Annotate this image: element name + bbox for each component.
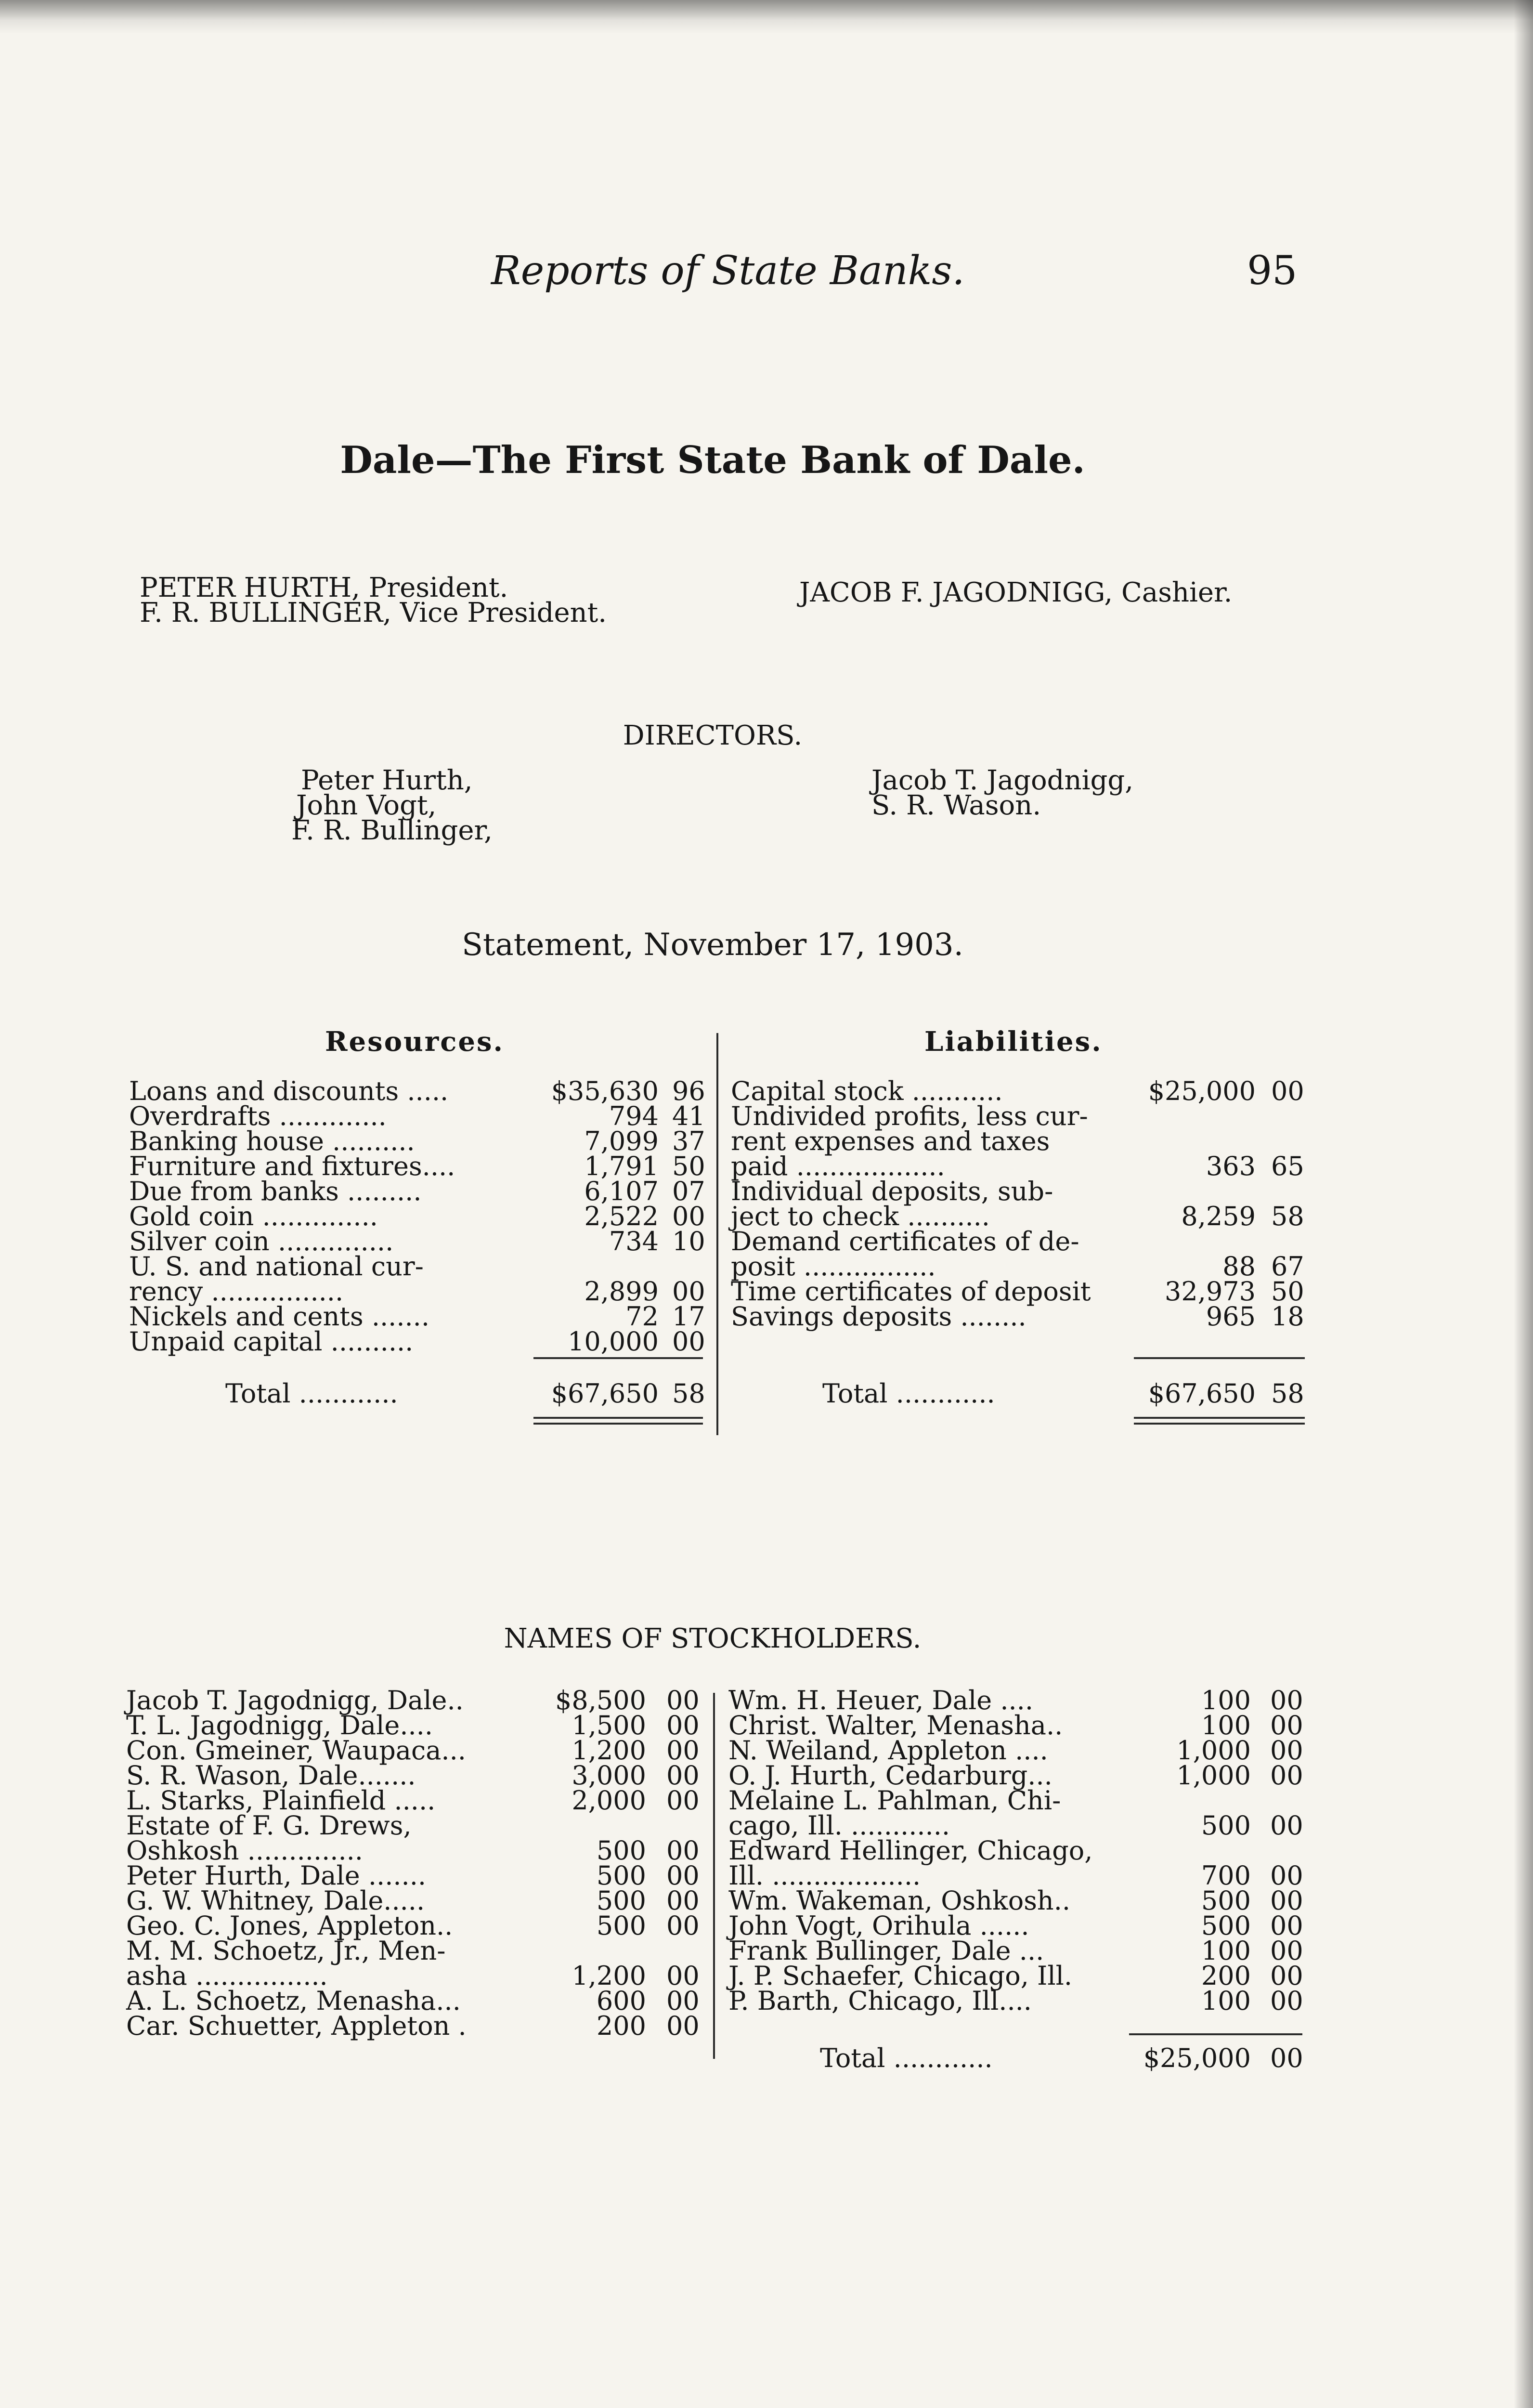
total-double-rule [1134, 1423, 1305, 1425]
row-cents: 10 [672, 1226, 705, 1256]
column-divider [716, 1033, 718, 1435]
stockholder-amount: 1,200 [572, 1961, 646, 1991]
stockholder-cents: 00 [666, 1885, 700, 1916]
row-amount: 1,791 [584, 1151, 659, 1181]
stockholder-name: N. Weiland, Appleton .... [728, 1735, 1048, 1766]
stockholder-name: M. M. Schoetz, Jr., Men- [126, 1936, 446, 1966]
director-name: F. R. Bullinger, [291, 815, 493, 846]
table-row [731, 1151, 1309, 1181]
row-label: rency ................ [129, 1276, 344, 1307]
stockholder-name: John Vogt, Orihula ...... [728, 1911, 1029, 1941]
stockholder-name: Wm. Wakeman, Oshkosh.. [728, 1885, 1071, 1916]
list-item [728, 1963, 1306, 1989]
stockholder-cents: 00 [1270, 1986, 1303, 2016]
row-label: Savings deposits ........ [731, 1301, 1026, 1332]
stockholder-amount: 100 [1201, 1986, 1251, 2016]
total-amount: $67,650 [1148, 1378, 1256, 1409]
list-item [728, 1785, 1306, 1816]
row-cents: 07 [672, 1176, 705, 1206]
running-title: Reports of State Banks. [491, 248, 965, 294]
row-cents: 17 [672, 1301, 705, 1332]
list-item [126, 1911, 704, 1941]
row-amount: 10,000 [568, 1326, 659, 1357]
stockholder-cents: 00 [666, 1911, 700, 1941]
director-name: Peter Hurth, [301, 765, 473, 796]
liabilities-table [731, 1076, 1309, 1332]
list-item [126, 1936, 704, 1966]
row-label: paid .................. [731, 1151, 945, 1181]
row-label: ject to check .......... [731, 1201, 990, 1231]
stockholders-left [126, 1685, 704, 2041]
row-label: Nickels and cents ....... [129, 1301, 430, 1332]
director-name: John Vogt, [296, 790, 437, 821]
row-amount: 794 [609, 1101, 659, 1131]
total-row [731, 1378, 1309, 1409]
officer-cashier: JACOB F. JAGODNIGG, Cashier. [799, 577, 1233, 608]
resources-total [129, 1378, 707, 1409]
row-cents: 50 [1271, 1276, 1304, 1307]
row-label: posit ................ [731, 1251, 936, 1282]
stockholder-amount: 100 [1201, 1710, 1251, 1741]
stockholder-name: L. Starks, Plainfield ..... [126, 1785, 436, 1816]
row-cents: 18 [1271, 1301, 1304, 1332]
stockholder-cents: 00 [1270, 1810, 1303, 1841]
list-item [728, 1986, 1306, 2016]
list-item [728, 1911, 1306, 1941]
stockholders-heading: NAMES OF STOCKHOLDERS. [504, 1623, 922, 1654]
stockholder-amount: 700 [1201, 1860, 1251, 1891]
row-amount: 88 [1222, 1251, 1256, 1282]
stockholder-name: J. P. Schaefer, Chicago, Ill. [728, 1961, 1073, 1991]
stockholder-name: O. J. Hurth, Cedarburg... [728, 1760, 1052, 1791]
total-double-rule [533, 1423, 703, 1425]
officer-vice-president: F. R. BULLINGER, Vice President. [140, 597, 607, 628]
row-label: Banking house .......... [129, 1126, 415, 1156]
stockholder-amount: 1,200 [572, 1735, 646, 1766]
row-label: Silver coin .............. [129, 1226, 394, 1256]
row-amount: 6,107 [584, 1176, 659, 1206]
list-item [126, 1710, 704, 1741]
total-double-rule [1134, 1417, 1305, 1419]
stockholder-name: asha ................ [126, 1961, 328, 1991]
subtotal-rule [1134, 1357, 1305, 1359]
stockholder-cents: 00 [666, 1986, 700, 2016]
row-amount: $25,000 [1148, 1076, 1256, 1106]
stockholder-amount: $8,500 [555, 1685, 646, 1715]
stockholder-cents: 00 [1270, 1936, 1303, 1966]
stockholder-name: Oshkosh .............. [126, 1835, 363, 1866]
stockholder-cents: 00 [1270, 1710, 1303, 1741]
table-row [129, 1101, 707, 1131]
stockholder-amount: 3,000 [572, 1760, 646, 1791]
total-label: Total ............ [822, 1378, 995, 1409]
row-label: Demand certificates of de- [731, 1226, 1079, 1256]
total-rule [1129, 2033, 1302, 2035]
stockholder-name: Christ. Walter, Menasha.. [728, 1710, 1063, 1741]
row-label: Time certificates of deposit [731, 1276, 1091, 1307]
total-row [728, 2043, 1306, 2073]
stockholder-name: Peter Hurth, Dale ....... [126, 1860, 427, 1891]
row-cents: 00 [672, 1201, 705, 1231]
row-amount: 8,259 [1181, 1201, 1256, 1231]
total-amount: $67,650 [551, 1378, 659, 1409]
stockholder-name: Jacob T. Jagodnigg, Dale.. [126, 1685, 464, 1715]
stockholder-amount: 600 [596, 1986, 646, 2016]
row-amount: 32,973 [1165, 1276, 1256, 1307]
total-amount: $25,000 [1143, 2043, 1251, 2073]
stockholder-cents: 00 [1270, 1885, 1303, 1916]
stockholder-cents: 00 [666, 1835, 700, 1866]
subtotal-rule [533, 1357, 703, 1359]
row-amount: $35,630 [551, 1076, 659, 1106]
table-row [731, 1226, 1309, 1256]
row-cents: 58 [1271, 1201, 1304, 1231]
table-row [731, 1301, 1309, 1332]
total-cents: 58 [1271, 1378, 1304, 1409]
stockholder-cents: 00 [666, 1760, 700, 1791]
scan-edge-top [0, 0, 1533, 34]
column-divider [713, 1693, 715, 2059]
stockholder-amount: 500 [596, 1911, 646, 1941]
stockholder-cents: 00 [666, 1961, 700, 1991]
stockholder-name: Con. Gmeiner, Waupaca... [126, 1735, 466, 1766]
total-label: Total ............ [225, 1378, 398, 1409]
row-cents: 00 [672, 1276, 705, 1307]
stockholder-amount: 1,000 [1176, 1760, 1251, 1791]
table-row [129, 1176, 707, 1206]
row-cents: 37 [672, 1126, 705, 1156]
stockholder-amount: 1,500 [572, 1710, 646, 1741]
stockholder-name: A. L. Schoetz, Menasha... [126, 1986, 461, 2016]
list-item [728, 1936, 1306, 1966]
list-item [728, 1760, 1306, 1791]
stockholder-amount: 500 [596, 1860, 646, 1891]
list-item [126, 1735, 704, 1766]
stockholder-name: Car. Schuetter, Appleton . [126, 2011, 467, 2041]
table-row [731, 1251, 1309, 1282]
list-item [126, 1835, 704, 1866]
row-label: Unpaid capital .......... [129, 1326, 414, 1357]
row-cents: 00 [672, 1326, 705, 1357]
stockholder-name: Frank Bullinger, Dale ... [728, 1936, 1044, 1966]
table-row [731, 1201, 1309, 1231]
stockholder-cents: 00 [666, 1860, 700, 1891]
row-cents: 00 [1271, 1076, 1304, 1106]
stockholder-amount: 500 [596, 1835, 646, 1866]
stockholder-cents: 00 [1270, 1760, 1303, 1791]
row-amount: 2,522 [584, 1201, 659, 1231]
stockholder-amount: 200 [596, 2011, 646, 2041]
stockholder-name: Edward Hellinger, Chicago, [728, 1835, 1093, 1866]
stockholder-amount: 1,000 [1176, 1735, 1251, 1766]
total-row [129, 1378, 707, 1409]
resources-table [129, 1076, 707, 1357]
stockholder-cents: 00 [1270, 1735, 1303, 1766]
row-label: Overdrafts ............. [129, 1101, 387, 1131]
director-name: Jacob T. Jagodnigg, [871, 765, 1134, 796]
table-row [129, 1226, 707, 1256]
list-item [728, 1685, 1306, 1715]
list-item [126, 1963, 704, 1989]
table-row [129, 1251, 707, 1282]
officer-president: PETER HURTH, President. [140, 572, 508, 603]
page-number: 95 [1247, 248, 1298, 294]
liabilities-total [731, 1378, 1309, 1409]
list-item [126, 1810, 704, 1841]
row-cents: 96 [672, 1076, 705, 1106]
list-item [728, 1860, 1306, 1891]
stockholder-cents: 00 [1270, 1860, 1303, 1891]
scan-edge-right [1514, 0, 1533, 2408]
stockholder-name: Ill. .................. [728, 1860, 921, 1891]
list-item [728, 1885, 1306, 1916]
statement-date: Statement, November 17, 1903. [462, 927, 963, 963]
row-label: Capital stock ........... [731, 1076, 1003, 1106]
stockholder-amount: 500 [1201, 1911, 1251, 1941]
stockholder-name: Melaine L. Pahlman, Chi- [728, 1785, 1061, 1816]
stockholder-amount: 500 [596, 1885, 646, 1916]
stockholder-name: S. R. Wason, Dale....... [126, 1760, 416, 1791]
row-label: U. S. and national cur- [129, 1251, 424, 1282]
stockholders-total [728, 2043, 1306, 2073]
list-item [126, 1885, 704, 1916]
stockholder-name: cago, Ill. ............ [728, 1810, 950, 1841]
stockholder-name: G. W. Whitney, Dale..... [126, 1885, 425, 1916]
stockholder-cents: 00 [666, 1735, 700, 1766]
stockholder-cents: 00 [666, 2011, 700, 2041]
stockholder-name: Estate of F. G. Drews, [126, 1810, 412, 1841]
row-cents: 50 [672, 1151, 705, 1181]
table-row [731, 1176, 1309, 1206]
list-item [126, 1785, 704, 1816]
table-row [731, 1076, 1309, 1106]
list-item [126, 1860, 704, 1891]
list-item [126, 1685, 704, 1715]
row-label: Gold coin .............. [129, 1201, 378, 1231]
table-row [731, 1101, 1309, 1131]
table-row [731, 1276, 1309, 1307]
stockholder-amount: 2,000 [572, 1785, 646, 1816]
table-row [129, 1126, 707, 1156]
row-amount: 72 [625, 1301, 659, 1332]
row-label: Loans and discounts ..... [129, 1076, 449, 1106]
stockholder-amount: 500 [1201, 1810, 1251, 1841]
row-amount: 7,099 [584, 1126, 659, 1156]
stockholder-name: Geo. C. Jones, Appleton.. [126, 1911, 453, 1941]
table-row [129, 1151, 707, 1181]
stockholder-amount: 100 [1201, 1685, 1251, 1715]
stockholder-cents: 00 [1270, 1685, 1303, 1715]
total-cents: 58 [672, 1378, 705, 1409]
row-label: Furniture and fixtures.... [129, 1151, 455, 1181]
table-row [129, 1301, 707, 1332]
stockholder-amount: 500 [1201, 1885, 1251, 1916]
stockholder-name: P. Barth, Chicago, Ill.... [728, 1986, 1032, 2016]
table-row [731, 1126, 1309, 1156]
stockholder-cents: 00 [1270, 1911, 1303, 1941]
table-row [129, 1201, 707, 1231]
row-amount: 965 [1206, 1301, 1256, 1332]
list-item [728, 1835, 1306, 1866]
row-amount: 2,899 [584, 1276, 659, 1307]
resources-heading: Resources. [325, 1026, 505, 1058]
total-double-rule [533, 1417, 703, 1419]
stockholder-cents: 00 [1270, 1961, 1303, 1991]
row-amount: 363 [1206, 1151, 1256, 1181]
stockholder-cents: 00 [666, 1710, 700, 1741]
row-label: Individual deposits, sub- [731, 1176, 1053, 1206]
row-cents: 41 [672, 1101, 705, 1131]
table-row [129, 1076, 707, 1106]
row-cents: 65 [1271, 1151, 1304, 1181]
stockholder-cents: 00 [666, 1685, 700, 1715]
bank-title: Dale—The First State Bank of Dale. [340, 438, 1085, 482]
list-item [126, 1760, 704, 1791]
row-label: Undivided profits, less cur- [731, 1101, 1088, 1131]
director-name: S. R. Wason. [871, 790, 1041, 821]
total-label: Total ............ [820, 2043, 993, 2073]
stockholder-cents: 00 [666, 1785, 700, 1816]
row-cents: 67 [1271, 1251, 1304, 1282]
total-cents: 00 [1270, 2043, 1303, 2073]
row-label: rent expenses and taxes [731, 1126, 1050, 1156]
list-item [126, 1986, 704, 2016]
stockholder-name: T. L. Jagodnigg, Dale.... [126, 1710, 433, 1741]
row-amount: 734 [609, 1226, 659, 1256]
table-row [129, 1276, 707, 1307]
directors-heading: DIRECTORS. [623, 720, 803, 751]
liabilities-heading: Liabilities. [924, 1026, 1103, 1058]
row-label: Due from banks ......... [129, 1176, 422, 1206]
stockholder-amount: 100 [1201, 1936, 1251, 1966]
stockholder-amount: 200 [1201, 1961, 1251, 1991]
list-item [728, 1810, 1306, 1841]
stockholders-right [728, 1685, 1306, 2016]
list-item [728, 1710, 1306, 1741]
table-row [129, 1326, 707, 1357]
list-item [728, 1735, 1306, 1766]
stockholder-name: Wm. H. Heuer, Dale .... [728, 1685, 1033, 1715]
list-item [126, 2011, 704, 2041]
